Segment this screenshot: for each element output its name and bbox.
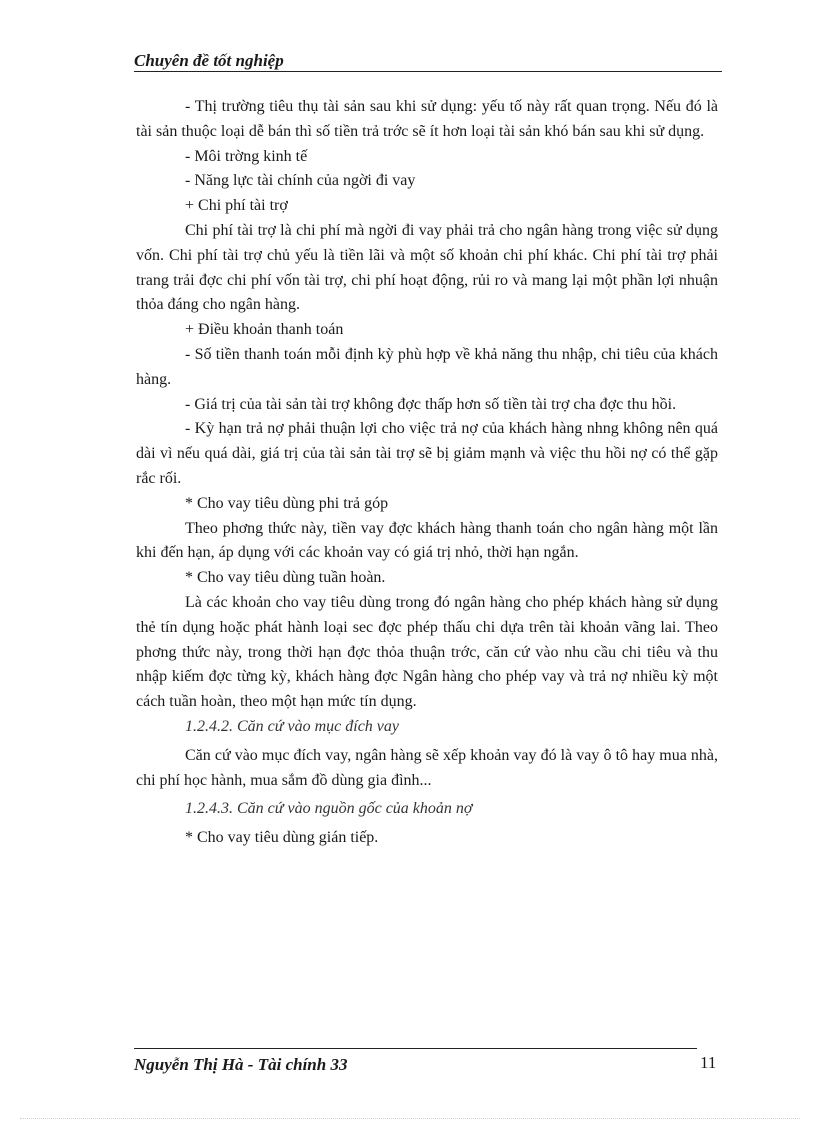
paragraph: Là các khoản cho vay tiêu dùng trong đó ngân hàng cho phép khách hàng sử dụng thẻ tín dụng hoặc phát hành loại sec đợc phép thấu chi dựa trên tài khoản vãng lai. Theo phơng thức này, trong thời hạn đợc thỏa thuận trớc, căn cứ vào nhu cầu chi tiêu và thu nhập kiếm đợc từng kỳ, khách hàng đợc Ngân hàng cho phép vay và trả nợ nhiều kỳ một cách tuần hoàn, theo một hạn mức tín dụng.: [136, 593, 718, 711]
paragraph: Căn cứ vào mục đích vay, ngân hàng sẽ xếp khoản vay đó là vay ô tô hay mua nhà, chi phí học hành, mua sắm đồ dùng gia đình...: [136, 746, 718, 789]
header-title: Chuyên đề tốt nghiệp: [134, 51, 284, 70]
section-heading: 1.2.4.3. Căn cứ vào nguồn gốc của khoản nợ: [185, 800, 473, 818]
paragraph: - Thị trường tiêu thụ tài sản sau khi sử dụng: yếu tố này rất quan trọng. Nếu đó là tài sản thuộc loại dễ bán thì số tiền trả trớc sẽ ít hơn loại tài sản khó bán sau khi sử dụng.: [136, 98, 718, 140]
paragraph: - Giá trị của tài sản tài trợ không đợc thấp hơn số tiền tài trợ cha đợc thu hồi.: [185, 395, 677, 413]
page-number: 11: [700, 1053, 717, 1072]
section-heading: 1.2.4.2. Căn cứ vào mục đích vay: [185, 717, 400, 735]
page-edge: [20, 1118, 800, 1119]
paragraph: + Chi phí tài trợ: [185, 197, 288, 215]
footer-author: Nguyễn Thị Hà - Tài chính 33: [134, 1055, 348, 1074]
paragraph: Theo phơng thức này, tiền vay đợc khách hàng thanh toán cho ngân hàng một lần khi đến hạn, áp dụng với các khoản vay có giá trị nhỏ, thời hạn ngắn.: [136, 519, 718, 562]
paragraph: * Cho vay tiêu dùng phi trả góp: [185, 494, 389, 512]
paragraph: - Kỳ hạn trả nợ phải thuận lợi cho việc trả nợ của khách hàng nhng không nên quá dài vì nếu quá dài, giá trị của tài sản tài trợ sẽ bị giảm mạnh và việc thu hồi nợ có thể gặp rắc rối.: [136, 420, 718, 487]
footer-divider: [134, 1048, 697, 1049]
paragraph: - Môi trờng kinh tế: [185, 147, 308, 165]
paragraph: * Cho vay tiêu dùng gián tiếp.: [185, 829, 379, 847]
paragraph: Chi phí tài trợ là chi phí mà ngời đi vay phải trả cho ngân hàng trong việc sử dụng vốn. Chi phí tài trợ chủ yếu là tiền lãi và một số khoản chi phí khác. Chi phí tài trợ phải trang trải đợc chi phí vốn tài trợ, chi phí hoạt động, rủi ro và mang lại một phần lợi nhuận thỏa đáng cho ngân hàng.: [136, 221, 718, 314]
document-body: [136, 95, 718, 851]
paragraph: * Cho vay tiêu dùng tuần hoàn.: [185, 569, 386, 587]
paragraph: + Điều khoản thanh toán: [185, 321, 344, 339]
paragraph: - Năng lực tài chính của ngời đi vay: [185, 172, 416, 190]
paragraph: - Số tiền thanh toán mỗi định kỳ phù hợp về khả năng thu nhập, chi tiêu của khách hàng.: [136, 345, 718, 388]
page-header: [134, 51, 722, 72]
